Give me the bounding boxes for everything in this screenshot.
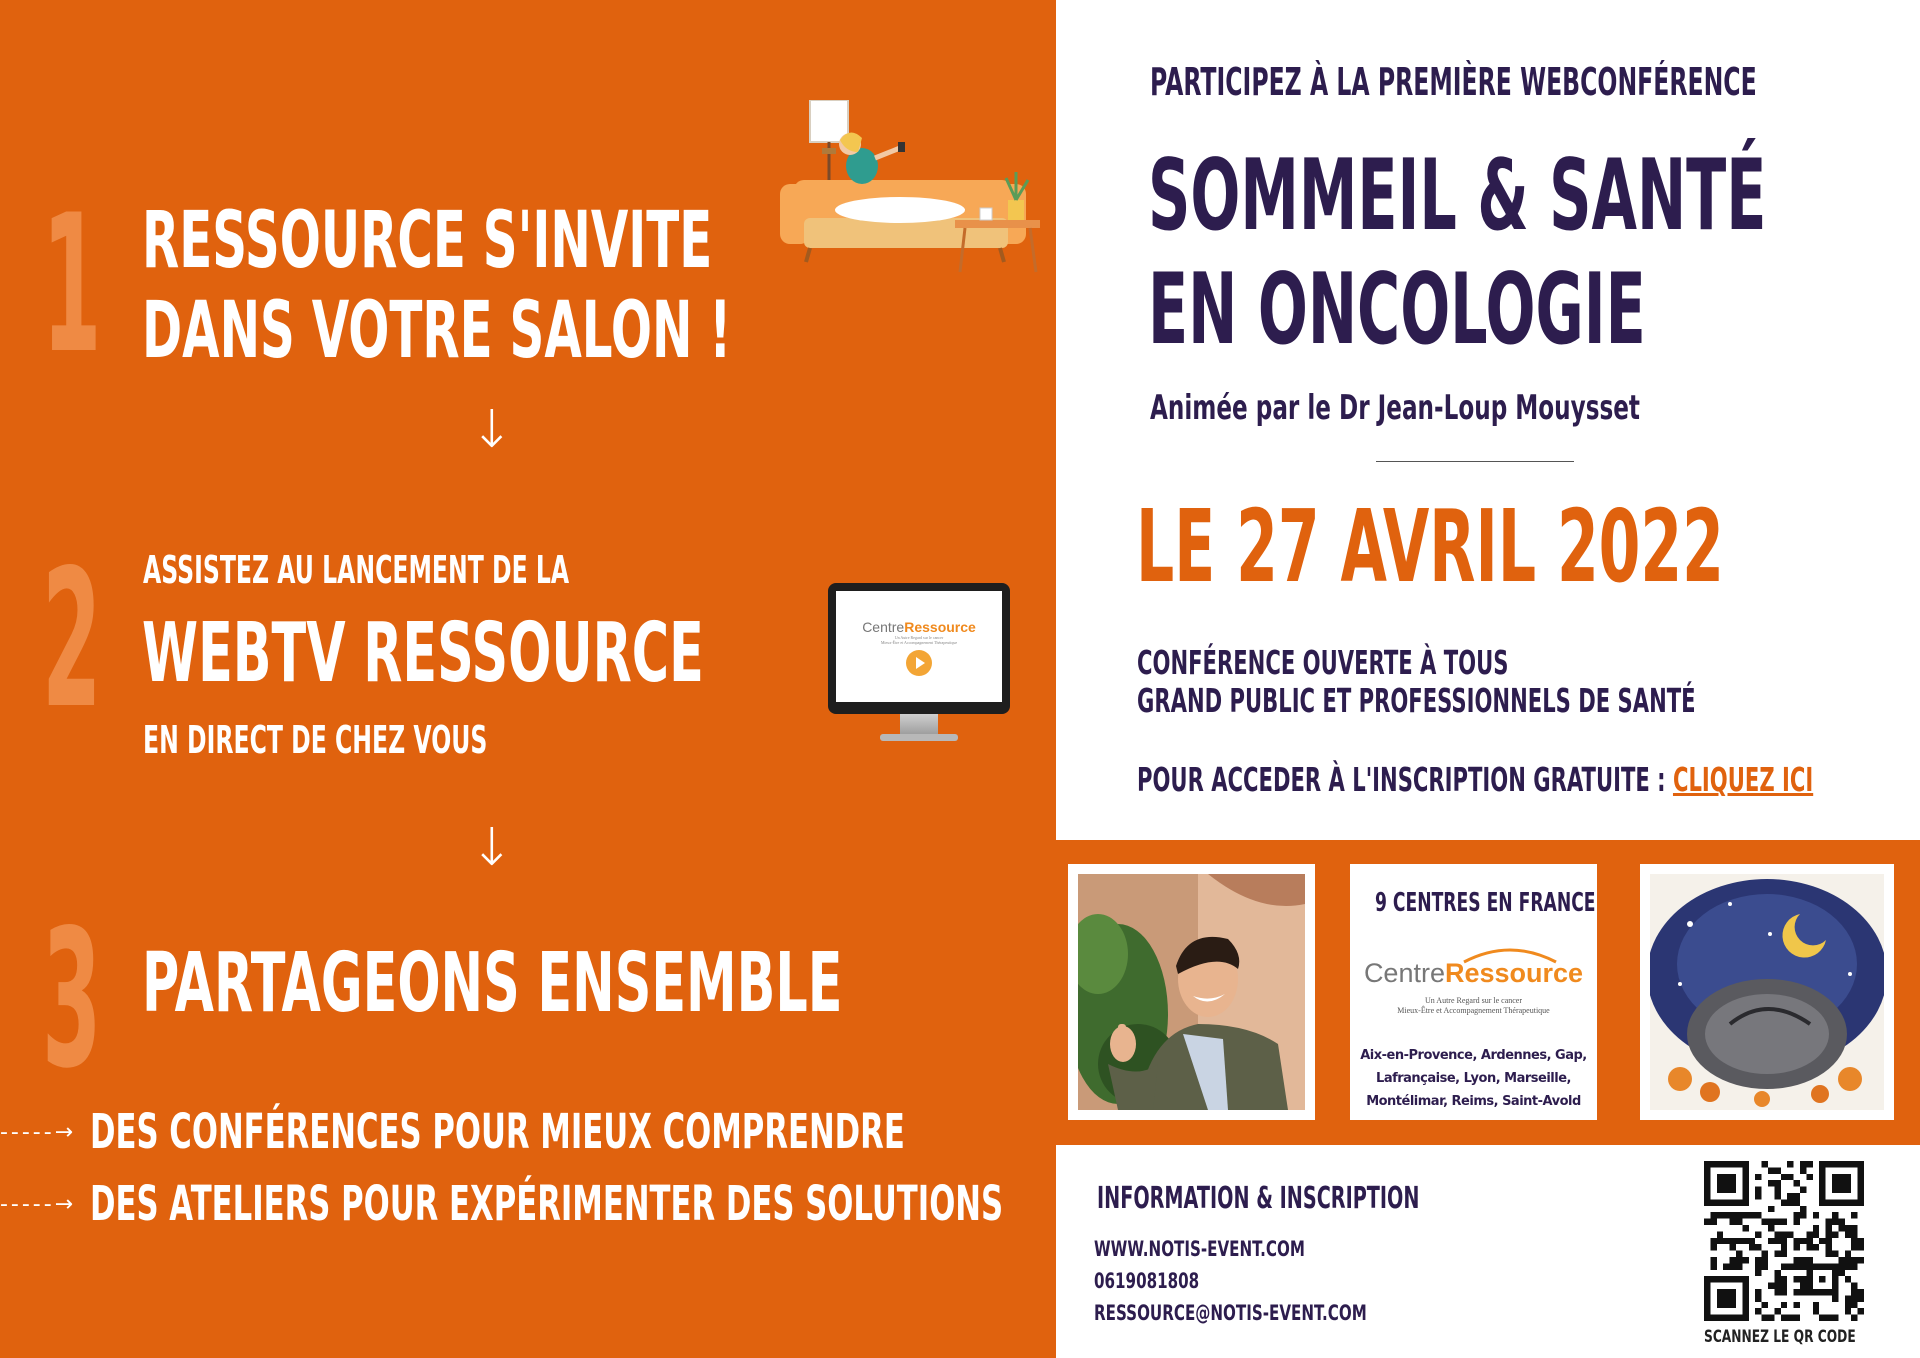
qr-code-graphic [1704,1161,1864,1321]
step-1-number: 1 [42,174,102,395]
event-title-line1: SOMMEIL & SANTÉ [1148,139,1767,253]
step-1-title-line1: RESSOURCE S'INVITE [142,196,713,286]
step-2-title: WEBTV RESSOURCE [142,606,704,701]
audience-line1: CONFÉRENCE OUVERTE À TOUS [1137,643,1509,682]
event-host: Animée par le Dr Jean-Loup Mouysset [1150,388,1640,428]
website-link[interactable]: WWW.NOTIS-EVENT.COM [1094,1237,1305,1261]
signup-line [1137,760,1813,799]
event-title-line2: EN ONCOLOGIE [1148,253,1646,367]
step-2-sub: EN DIRECT DE CHEZ VOUS [143,718,488,762]
cards-row [1056,840,1920,1145]
monitor-base [880,734,958,741]
signup-link[interactable]: CLIQUEZ ICI [1672,760,1814,799]
bullet-arrow-2: - - - - - → [0,1192,72,1217]
contact-panel [1056,1145,1920,1358]
divider [1376,461,1574,462]
play-icon [906,650,932,676]
monitor-neck [900,714,938,736]
centers-card [1350,864,1597,1120]
monitor-screen [828,583,1010,714]
logo-arc [1460,944,1560,964]
illustration-card [1640,864,1894,1120]
step-2-kicker: ASSISTEZ AU LANCEMENT DE LA [143,548,570,592]
bullet-arrow-1: - - - - - → [0,1120,72,1145]
doctor-photo-card [1068,864,1315,1120]
email-link[interactable]: RESSOURCE@NOTIS-EVENT.COM [1094,1301,1367,1325]
centers-tagline-1: Un Autre Regard sur le cancer [1424,996,1523,1005]
down-arrow-1: ↓ [470,400,514,460]
signup-text: POUR ACCEDER À L'INSCRIPTION GRATUITE : [1137,760,1673,799]
step-3-number: 3 [42,889,102,1110]
centers-brand-a: Centre [1363,958,1445,988]
bullet-1: DES CONFÉRENCES POUR MIEUX COMPRENDRE [90,1104,905,1160]
event-panel [1056,0,1920,840]
step-1-title-line2: DANS VOTRE SALON ! [142,286,732,376]
step-3-title: PARTAGEONS ENSEMBLE [142,936,843,1031]
sofa-illustration [780,100,1060,275]
event-kicker: PARTICIPEZ À LA PREMIÈRE WEBCONFÉRENCE [1150,60,1757,104]
doctor-photo [1078,874,1305,1110]
cities-line-2: Lafrançaise, Lyon, Marseille, [1376,1071,1571,1086]
qr-code[interactable] [1704,1161,1864,1321]
centers-tagline-2: Mieux-Être et Accompagnement Thérapeutique [1397,1006,1550,1015]
centers-brand-b: Ressource [1444,958,1584,988]
monitor-brand-b: Ressource [904,619,976,635]
audience-line2: GRAND PUBLIC ET PROFESSIONNELS DE SANTÉ [1137,681,1696,720]
centers-heading: 9 CENTRES EN FRANCE [1375,888,1596,918]
step-2-number: 2 [42,529,102,750]
sleeping-hedgehog-illustration [1650,874,1884,1110]
centers-cities [1350,1044,1597,1113]
info-heading: INFORMATION & INSCRIPTION [1097,1181,1420,1216]
cities-line-3: Montélimar, Reims, Saint-Avold [1366,1094,1581,1109]
monitor-tagline-1: Un Autre Regard sur le cancer [894,635,944,640]
monitor-brand-a: Centre [862,619,905,635]
monitor-tagline-2: Mieux-Être et Accompagnement Thérapeutique [880,640,958,645]
cities-line-1: Aix-en-Provence, Ardennes, Gap, [1360,1048,1587,1063]
bullet-2: DES ATELIERS POUR EXPÉRIMENTER DES SOLUTIONS [90,1176,1004,1232]
down-arrow-2: ↓ [470,818,514,878]
phone-number: 0619081808 [1094,1269,1200,1293]
qr-caption: SCANNEZ LE QR CODE [1704,1327,1856,1347]
event-date: LE 27 AVRIL 2022 [1136,488,1724,605]
